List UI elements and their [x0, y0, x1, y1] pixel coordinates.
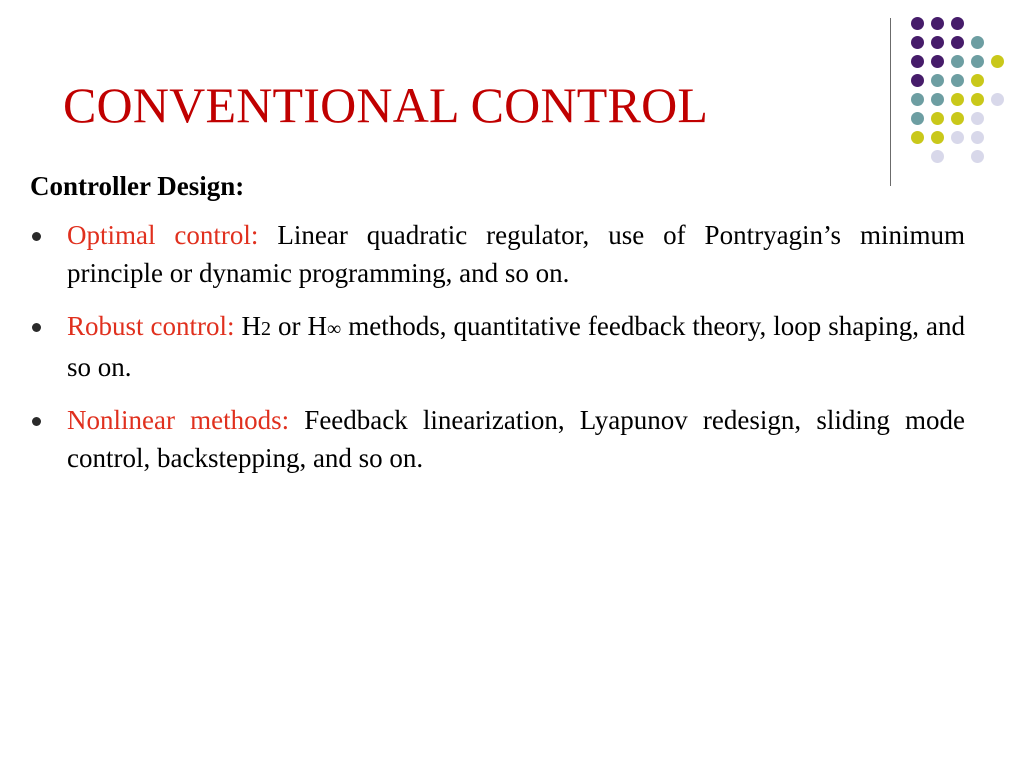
or-h-text: or H [270, 311, 327, 341]
section-subheading: Controller Design: [30, 171, 245, 201]
infinity-subscript: ∞ [326, 318, 342, 340]
bullet-body-text: Feedback linearization, Lyapunov redesign, sliding mode control, backstepping, and so on. [67, 405, 965, 473]
dot [911, 112, 924, 125]
bullet-body-text: Linear quadratic regulator, use of Pontryagin’s minimum principle or dynamic programming, and so on. [67, 220, 966, 288]
dot [971, 93, 984, 106]
dot [931, 150, 944, 163]
bullet-marker-icon [32, 323, 41, 332]
dot [951, 55, 964, 68]
dot [971, 150, 984, 163]
dot [951, 36, 964, 49]
bullet-body-text: methods, quantitative feedback theory, loop shaping, and so on. [67, 311, 965, 382]
dot [931, 55, 944, 68]
dot [951, 93, 964, 106]
dot [911, 17, 924, 30]
dot [931, 93, 944, 106]
bullet-nonlinear-methods [30, 401, 965, 477]
dot [911, 93, 924, 106]
dot [951, 74, 964, 87]
dot [931, 74, 944, 87]
h2-subscript: 2 [260, 318, 271, 340]
dot [971, 112, 984, 125]
dot [911, 36, 924, 49]
bullet-optimal-control [30, 216, 965, 292]
dot [971, 36, 984, 49]
h-symbol: H [241, 311, 261, 341]
dot [911, 55, 924, 68]
dot [931, 112, 944, 125]
dot [911, 131, 924, 144]
bullet-robust-control [30, 307, 965, 386]
dot [931, 17, 944, 30]
dot [951, 112, 964, 125]
dot [931, 36, 944, 49]
dot [911, 74, 924, 87]
bullet-lead-text: Nonlinear methods: [67, 405, 305, 435]
bullet-marker-icon [32, 232, 41, 241]
dot [991, 93, 1004, 106]
dot [951, 17, 964, 30]
dot [931, 131, 944, 144]
dot [971, 131, 984, 144]
slide-title: CONVENTIONAL CONTROL [63, 77, 709, 133]
bullet-lead-text: Optimal control: [67, 220, 278, 250]
dot [991, 55, 1004, 68]
dot [971, 55, 984, 68]
dot [951, 131, 964, 144]
bullet-marker-icon [32, 417, 41, 426]
slide-body [30, 164, 965, 477]
dot [971, 74, 984, 87]
bullet-lead-text: Robust control: [67, 311, 242, 341]
